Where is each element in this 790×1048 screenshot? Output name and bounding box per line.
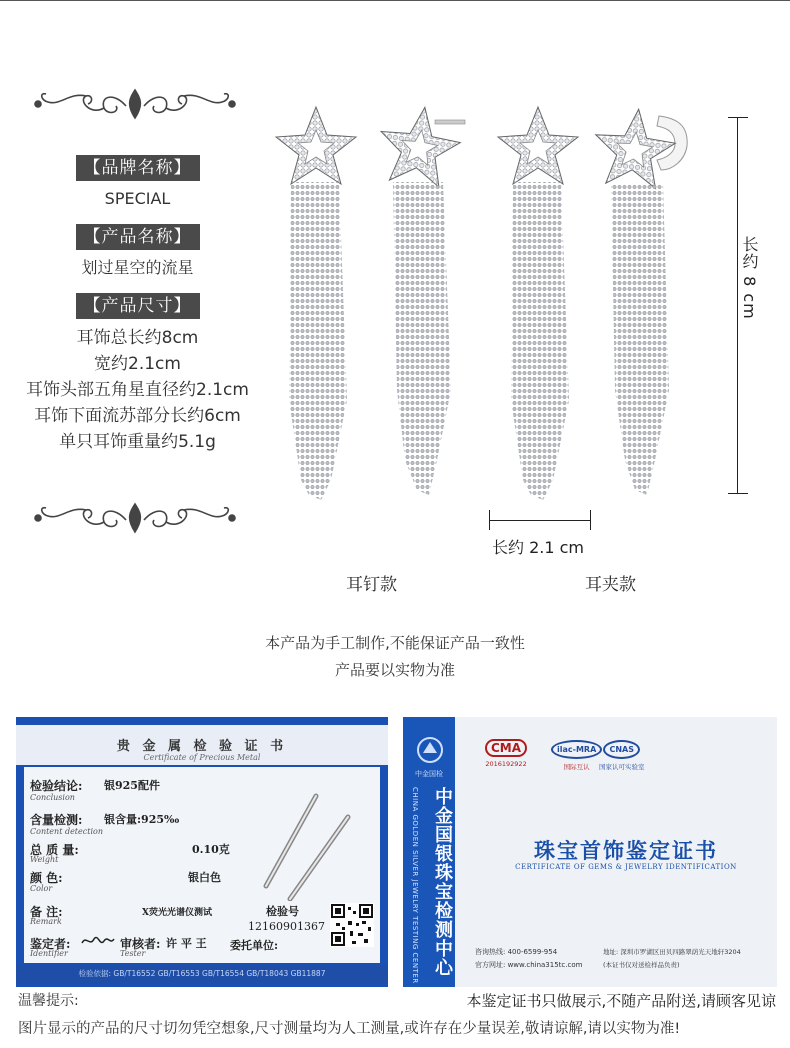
- gem-jewelry-certificate: [403, 717, 777, 987]
- remark-label: 备 注:: [30, 905, 63, 919]
- width-dimension-label: 长约 2.1 cm: [492, 538, 585, 557]
- product-spec-panel: [0, 155, 275, 468]
- ilac-badge: [551, 737, 602, 771]
- brand-name-tag: 【品牌名称】: [76, 155, 200, 181]
- color-en: Color: [30, 884, 53, 893]
- color-value: 银白色: [188, 871, 221, 884]
- stud-style-label: 耳钉款: [346, 575, 397, 595]
- qr-code-icon: [330, 903, 374, 947]
- color-label: 颜 色:: [30, 871, 63, 885]
- cma-badge-code: 2016192922: [485, 760, 527, 768]
- identifier-label: 鉴定者:: [30, 937, 71, 951]
- sample-pins-image: [256, 791, 356, 901]
- precious-metal-certificate: [16, 717, 388, 987]
- entrust-label: 委托单位:: [230, 939, 279, 952]
- length-dimension-label: 长约 8 cm: [740, 236, 759, 320]
- bottom-ornament-icon: [30, 500, 240, 536]
- size-line: 宽约2.1cm: [94, 354, 181, 374]
- star-stud-earring-side: [375, 102, 465, 495]
- top-divider: [0, 0, 790, 1]
- weight-en: Weight: [30, 855, 59, 864]
- tester-en: Tester: [120, 949, 146, 958]
- content-label: 含量检测:: [30, 813, 83, 827]
- certificate-subtitle: CERTIFICATE OF GEMS & JEWELRY IDENTIFICATION: [515, 863, 737, 871]
- tester-label: 审核者:: [120, 937, 161, 951]
- cma-badge: [485, 737, 527, 768]
- brand-name-value: SPECIAL: [104, 189, 171, 208]
- star-clip-earring-front: [498, 107, 578, 500]
- clip-style-label: 耳夹款: [585, 575, 636, 595]
- address: 地址: 深圳市罗湖区田贝四路翠荫光天地轩3204: [603, 948, 741, 956]
- size-line: 耳饰头部五角星直径约2.1cm: [26, 380, 249, 400]
- content-value: 银含量:925‰: [104, 813, 180, 826]
- product-name-value: 划过星空的流星: [81, 258, 194, 277]
- cnas-badge-mark: CNAS: [603, 740, 640, 759]
- cnas-badge-caption: 国家认可实验室: [599, 763, 645, 771]
- certificate-title: 贵 金 属 检 验 证 书: [116, 739, 288, 754]
- inspection-number-value: 12160901367: [248, 920, 325, 933]
- testing-center-name-en: CHINA GOLDEN SILVER JEWELRY TESTING CENTER: [411, 787, 419, 984]
- size-line: 耳饰总长约8cm: [76, 328, 199, 348]
- center-logo-icon: [415, 735, 445, 765]
- address-note: (本证书仅对送检样品负责): [603, 961, 680, 969]
- cma-badge-mark: CMA: [485, 739, 527, 757]
- certificate-title: 珠宝首饰鉴定证书: [534, 839, 718, 863]
- handmade-notice: 本产品为手工制作,不能保证产品一致性: [265, 634, 525, 652]
- star-clip-earring-side: [591, 105, 687, 495]
- tips-label: 温馨提示:: [18, 993, 79, 1009]
- ilac-badge-mark: ilac-MRA: [551, 740, 602, 759]
- testing-center-name: 中金国银珠宝检测中心: [432, 787, 453, 977]
- earring-product-image: [275, 100, 695, 510]
- product-size-list: [0, 325, 275, 455]
- conclusion-value: 银925配件: [104, 779, 160, 792]
- remark-value: X荧光光谱仪测试: [142, 908, 212, 918]
- inspection-number-label: 检验号: [266, 905, 299, 918]
- product-size-tag: 【产品尺寸】: [76, 293, 200, 319]
- conclusion-en: Conclusion: [30, 793, 75, 802]
- conclusion-label: 检验结论:: [30, 779, 83, 793]
- identifier-en: Identifier: [30, 949, 68, 958]
- remark-en: Remark: [30, 917, 62, 926]
- identifier-signature-icon: [80, 933, 116, 949]
- tester-signature: 许 平 王: [166, 937, 207, 950]
- website: 官方网址: www.china315tc.com: [475, 961, 583, 969]
- content-en: Content detection: [30, 827, 103, 836]
- certificate-subtitle: Certificate of Precious Metal: [143, 753, 261, 762]
- top-ornament-icon: [30, 86, 240, 122]
- width-dimension-line: [489, 510, 591, 530]
- star-stud-earring-front: [276, 107, 356, 500]
- actual-product-notice: 产品要以实物为准: [334, 661, 455, 679]
- measurement-note: 图片显示的产品的尺寸切勿凭空想象,尺寸测量均为人工测量,或许存在少量误差,敬请谅解,请以实物为准!: [18, 1021, 681, 1037]
- weight-value: 0.10克: [192, 843, 230, 856]
- ilac-badge-caption: 国际互认: [563, 763, 590, 771]
- weight-label: 总 质 量:: [30, 843, 79, 857]
- product-name-tag: 【产品名称】: [76, 224, 200, 250]
- cnas-badge: [599, 737, 645, 771]
- center-logo-caption: 中金国检: [415, 770, 443, 778]
- size-line: 单只耳饰重量约5.1g: [59, 432, 216, 452]
- size-line: 耳饰下面流苏部分长约6cm: [34, 406, 241, 426]
- inspection-basis: 检验依据: GB/T16552 GB/T16553 GB/T16554 GB/T18043 GB11887: [16, 965, 388, 983]
- hotline: 咨询热线: 400-6599-954: [475, 948, 558, 956]
- certificate-display-note: 本鉴定证书只做展示,不随产品附送,请顾客见谅: [466, 992, 776, 1010]
